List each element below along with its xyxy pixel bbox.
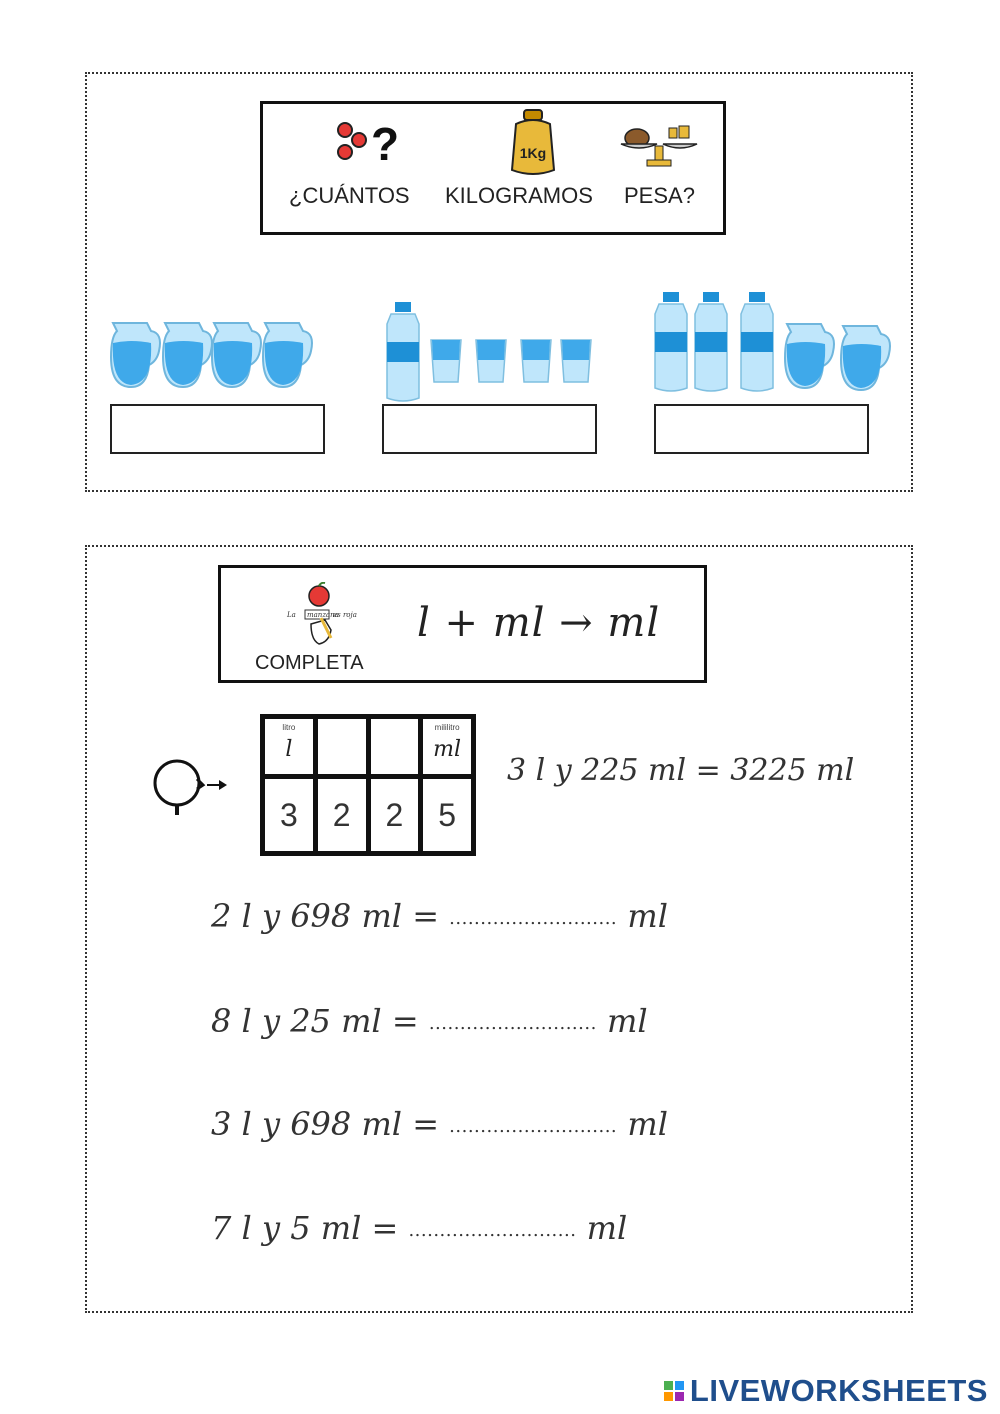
- answer-blank[interactable]: ...........................: [449, 1116, 618, 1137]
- answer-input-1[interactable]: [110, 404, 325, 454]
- bottle-icon: [695, 292, 727, 391]
- look-icon: [151, 755, 233, 817]
- conversion-section: [85, 545, 913, 1313]
- answer-blank[interactable]: ...........................: [428, 1013, 597, 1034]
- brand-name: LIVEWORKSHEETS: [689, 1373, 988, 1408]
- milliliter-small-label: mililitro: [434, 723, 460, 732]
- pictogram-word: La: [287, 611, 296, 619]
- glass-icon: [521, 340, 551, 382]
- question-title-box: [260, 101, 726, 235]
- digit-cell: 3: [265, 779, 313, 851]
- water-group-1: [107, 317, 317, 391]
- title-word: KILOGRAMOS: [445, 183, 593, 208]
- jug-icon: [785, 324, 834, 388]
- exercise-unit: ml: [627, 897, 668, 935]
- answer-input-3[interactable]: [654, 404, 869, 454]
- answer-input-2[interactable]: [382, 404, 597, 454]
- exercise-row: [211, 1105, 668, 1143]
- exercise-row: [211, 1209, 627, 1247]
- worked-example: 3 l y 225 ml = 3225 ml: [507, 753, 855, 788]
- scale-icon: [619, 122, 699, 168]
- answer-blank[interactable]: ...........................: [449, 908, 618, 929]
- liter-small-label: litro: [282, 723, 296, 732]
- exercise-prompt: 8 l y 25 ml =: [211, 1002, 419, 1040]
- digit-cell: 5: [423, 779, 471, 851]
- liveworksheets-logo-icon: [664, 1381, 684, 1401]
- title-word: PESA?: [624, 183, 695, 208]
- title-word: ¿CUÁNTOS: [289, 183, 410, 208]
- place-value-table: [260, 714, 476, 856]
- answer-blank[interactable]: ...........................: [408, 1220, 577, 1241]
- weight-label: 1Kg: [519, 145, 547, 161]
- instruction-box: [218, 565, 707, 683]
- liter-symbol: l: [285, 737, 293, 762]
- glass-icon: [476, 340, 506, 382]
- exercise-unit: ml: [606, 1002, 648, 1040]
- jug-icon: [263, 323, 312, 387]
- kilogram-weight-icon: [508, 108, 558, 178]
- digit-cell: 2: [371, 779, 419, 851]
- instruction-label: COMPLETA: [255, 652, 364, 674]
- pictogram-word: es roja: [333, 611, 357, 619]
- bottle-icon: [655, 292, 687, 391]
- exercise-prompt: 3 l y 698 ml =: [211, 1105, 439, 1143]
- jug-icon: [841, 326, 890, 390]
- digit-cell: 2: [318, 779, 366, 851]
- glass-icon: [431, 340, 461, 382]
- svg-text:?: ?: [371, 118, 400, 166]
- exercise-unit: ml: [586, 1209, 628, 1247]
- jug-icon: [111, 323, 160, 387]
- exercise-unit: ml: [627, 1105, 668, 1143]
- bottle-icon: [741, 292, 773, 391]
- empty-header-cell: [371, 719, 419, 774]
- conversion-formula: l + ml → ml: [417, 600, 661, 646]
- how-many-icon: [333, 116, 403, 166]
- milliliter-symbol: ml: [433, 737, 462, 762]
- exercise-row: [211, 1002, 648, 1040]
- pictogram-word: manzana: [307, 611, 339, 619]
- water-group-3: [653, 290, 893, 396]
- exercise-prompt: 7 l y 5 ml =: [211, 1209, 399, 1247]
- jug-icon: [212, 323, 261, 387]
- milliliter-header-cell: [423, 719, 471, 774]
- write-pictogram-icon: [285, 582, 365, 648]
- water-group-2: [385, 300, 605, 404]
- bottle-icon: [387, 302, 419, 401]
- jug-icon: [163, 323, 212, 387]
- empty-header-cell: [318, 719, 366, 774]
- exercise-row: [211, 897, 668, 935]
- weight-question-section: [85, 72, 913, 492]
- glass-icon: [561, 340, 591, 382]
- liter-header-cell: [265, 719, 313, 774]
- exercise-prompt: 2 l y 698 ml =: [211, 897, 439, 935]
- brand-footer[interactable]: [664, 1373, 988, 1409]
